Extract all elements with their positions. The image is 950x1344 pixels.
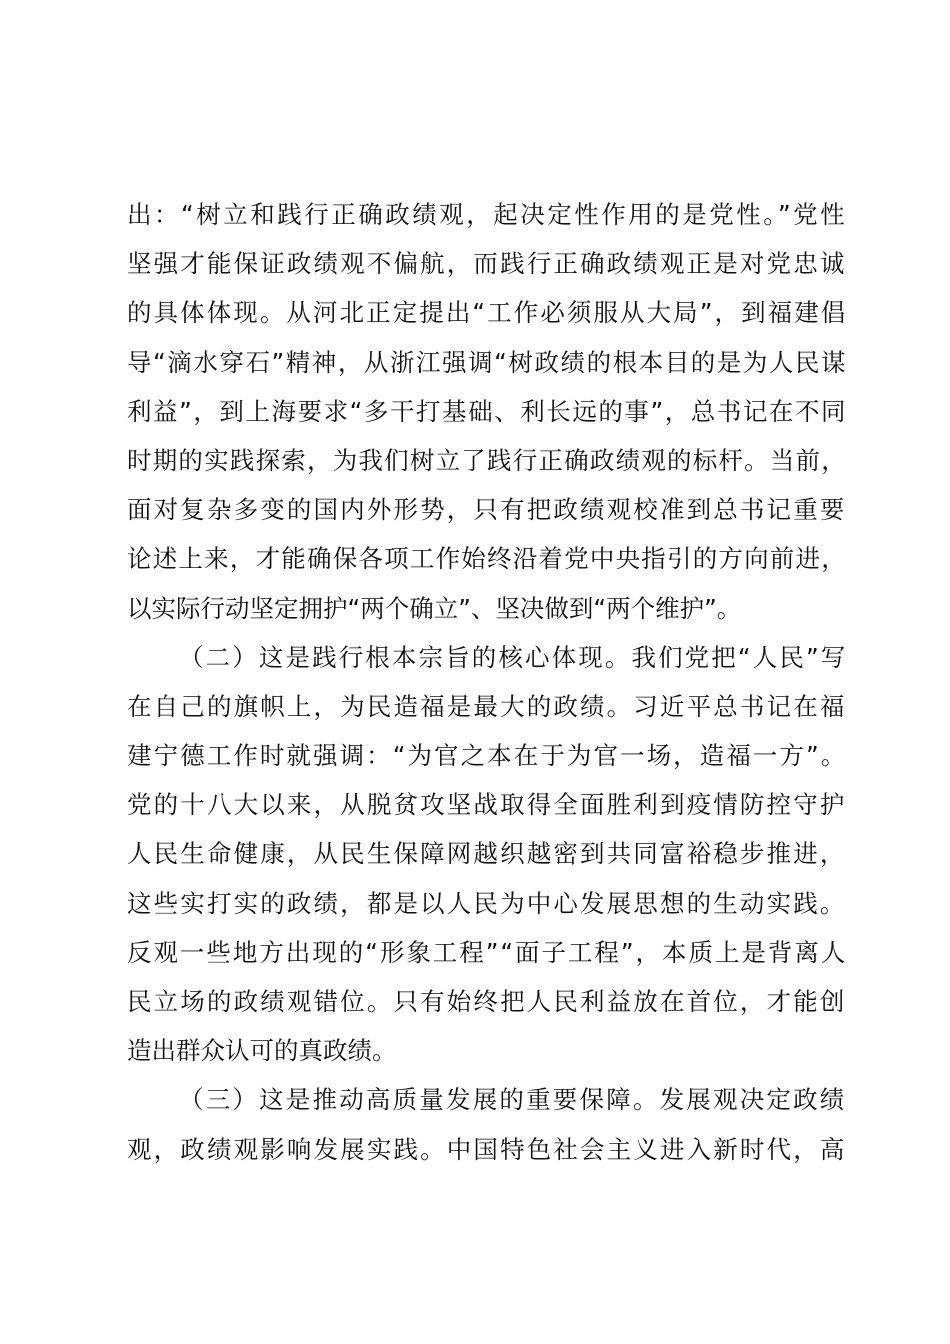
text-line: 出：“树立和践行正确政绩观，起决定性作用的是党性。”党性 [127, 200, 848, 229]
text-line: 民立场的政绩观错位。只有始终把人民利益放在首位，才能创 [127, 987, 847, 1016]
text-line: 坚强才能保证政绩观不偏航，而践行正确政绩观正是对党忠诚 [127, 249, 847, 279]
text-line: 在自己的旗帜上，为民造福是最大的政绩。习近平总书记在福 [127, 691, 847, 721]
text-line: 论述上来，才能确保各项工作始终沿着党中央指引的方向前进， [127, 544, 847, 574]
text-line: 建宁德工作时就强调：“为官之本在于为官一场，造福一方”。 [127, 741, 848, 771]
document-body [127, 190, 847, 1174]
text-line: 反观一些地方出现的“形象工程”“面子工程”，本质上是背离人 [127, 937, 848, 967]
text-line: 观，政绩观影响发展实践。中国特色社会主义进入新时代，高 [127, 1134, 847, 1164]
text-line: 时期的实践探索，为我们树立了践行正确政绩观的标杆。当前， [127, 445, 847, 475]
text-line: 人民生命健康，从民生保障网越织越密到共同富裕稳步推进， [127, 839, 847, 869]
section-heading-line: （二）这是践行根本宗旨的核心体现。我们党把“人民”写 [179, 642, 848, 672]
text-line: 面对复杂多变的国内外形势，只有把政绩观校准到总书记重要 [127, 495, 847, 525]
section-heading-line: （三）这是推动高质量发展的重要保障。发展观决定政绩 [179, 1085, 847, 1115]
text-line: 导“滴水穿石”精神，从浙江强调“树政绩的根本目的是为人民谋 [127, 347, 848, 377]
text-line: 造出群众认可的真政绩。 [127, 1036, 397, 1066]
text-line: 以实际行动坚定拥护“两个确立”、坚决做到“两个维护”。 [127, 593, 742, 623]
text-line: 这些实打实的政绩，都是以人民为中心发展思想的生动实践。 [127, 888, 847, 918]
text-line: 的具体体现。从河北正定提出“工作必须服从大局”，到福建倡 [127, 298, 848, 328]
text-line: 党的十八大以来，从脱贫攻坚战取得全面胜利到疫情防控守护 [127, 790, 847, 820]
text-line: 利益”，到上海要求“多干打基础、利长远的事”，总书记在不同 [127, 396, 848, 426]
